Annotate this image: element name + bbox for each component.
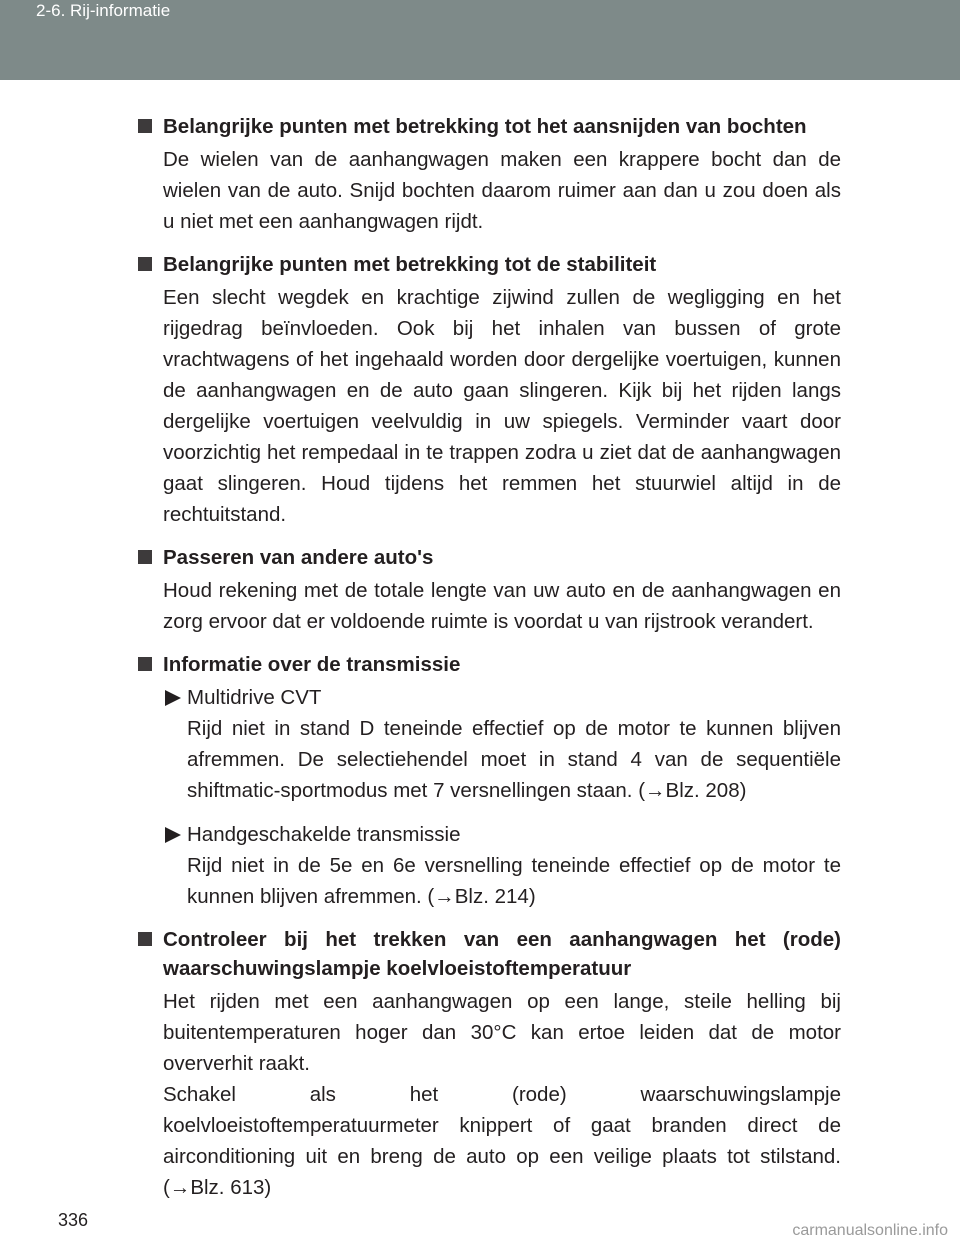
section-cornering (138, 112, 841, 237)
section-heading: Passeren van andere auto's (163, 546, 434, 569)
subsection-text: Rijd niet in de 5e en 6e versnelling teneinde effectief op de motor te kunnen blijven afremmen. (→Blz. 214) (187, 854, 841, 908)
square-bullet-icon (138, 657, 152, 671)
watermark: carmanualsonline.info (792, 1222, 948, 1239)
section-heading: Belangrijke punten met betrekking tot de stabiliteit (163, 253, 657, 276)
triangle-arrow-icon (165, 827, 181, 843)
section-heading: Belangrijke punten met betrekking tot het aansnijden van bochten (163, 115, 807, 138)
section-passing (138, 543, 841, 637)
square-bullet-icon (138, 550, 152, 564)
section-transmission (138, 650, 841, 912)
section-coolant-warning (138, 925, 841, 1203)
paragraph: Schakel als het (rode) waarschuwingslampje koelvloeistoftemperatuurmeter knippert of gaat branden direct de airconditioning uit en breng de auto op een veilige plaats tot stilstand. (→Blz. 613) (163, 1083, 841, 1199)
paragraph: De wielen van de aanhangwagen maken een krappere bocht dan de wielen van de auto. Snijd bochten daarom ruimer aan dan u zou doen als u niet met een aanhangwagen rijdt. (163, 148, 841, 233)
section-label: 2-6. Rij-informatie (36, 1, 171, 20)
subsection-title: Handgeschakelde transmissie (187, 823, 461, 846)
subsection-multidrive-cvt (138, 682, 841, 806)
triangle-arrow-icon (165, 690, 181, 706)
header-bar (0, 0, 960, 80)
paragraph: Het rijden met een aanhangwagen op een lange, steile helling bij buitentemperaturen hoger dan 30°C kan ertoe leiden dat de motor oververhit raakt. (163, 990, 841, 1075)
subsection-title: Multidrive CVT (187, 686, 322, 709)
section-heading: Informatie over de transmissie (163, 653, 461, 676)
square-bullet-icon (138, 119, 152, 133)
square-bullet-icon (138, 932, 152, 946)
section-heading: Controleer bij het trekken van een aanhangwagen het (rode) waarschuwingslampje koelvloeistoftemperatuur (163, 928, 841, 980)
subsection-manual-transmission (138, 819, 841, 912)
subsection-text: Rijd niet in stand D teneinde effectief op de motor te kunnen blijven afremmen. De selectiehendel moet in stand 4 van de sequentiële shiftmatic-sportmodus met 7 versnellingen staan. (→Blz. 208) (187, 717, 841, 802)
paragraph: Houd rekening met de totale lengte van uw auto en de aanhangwagen en zorg ervoor dat er voldoende ruimte is voordat u van rijstrook verandert. (163, 579, 841, 633)
paragraph: Een slecht wegdek en krachtige zijwind zullen de wegligging en het rijgedrag beïnvloeden. Ook bij het inhalen van bussen of grote vrachtwagens of het ingehaald worden door dergelijke voertuigen, kunnen de aanhangwagen en de auto gaan slingeren. Kijk bij het rijden langs dergelijke voertuigen veelvuldig in uw spiegels. Verminder vaart door voorzichtig het rempedaal in te trappen zodra u ziet dat de aanhangwagen gaat slingeren. Houd tijdens het remmen het stuurwiel altijd in de rechtuitstand. (163, 286, 841, 526)
page-content (138, 112, 841, 1216)
section-stability (138, 250, 841, 530)
page-number: 336 (58, 1210, 89, 1230)
square-bullet-icon (138, 257, 152, 271)
